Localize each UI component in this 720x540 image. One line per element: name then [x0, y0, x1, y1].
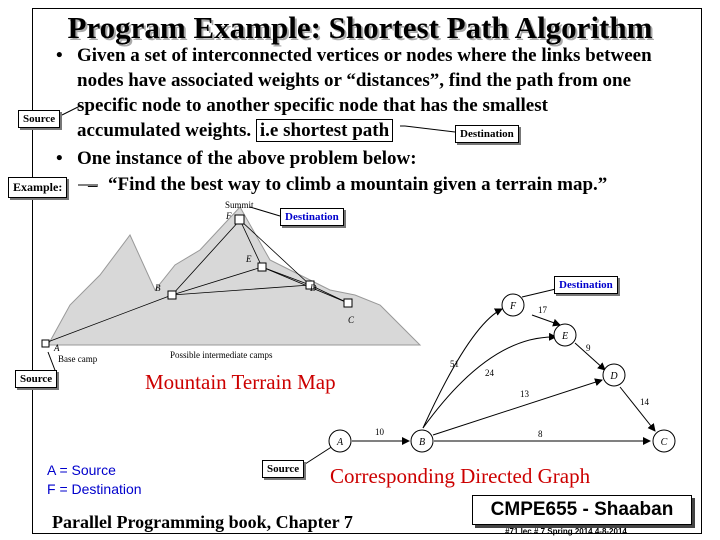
bullet-1-line-4-text: accumulated weights.	[77, 120, 252, 141]
weight-e-d: 9	[586, 343, 591, 353]
weight-b-f: 51	[450, 359, 459, 369]
graph-caption: Corresponding Directed Graph	[330, 464, 591, 488]
graph-node-label-E: E	[561, 331, 569, 342]
source-tag-2: Source	[15, 370, 57, 388]
destination-tag-2: Destination	[280, 208, 344, 226]
edge-f-e	[532, 315, 560, 325]
destination-connector-1	[405, 126, 455, 132]
weight-f-e: 17	[538, 305, 547, 315]
graph-node-label-C: C	[660, 437, 668, 448]
label-A: A	[54, 343, 60, 353]
course-badge: CMPE655 - Shaaban	[472, 495, 692, 525]
graph-node-label-D: D	[610, 371, 618, 382]
bullet-1-line-2: nodes have associated weights or “distances”, find the path from one	[77, 70, 632, 91]
label-B: B	[155, 283, 161, 293]
legend-destination: F = Destination	[47, 481, 142, 497]
source-connector	[62, 106, 80, 115]
bullet-1-line-3: specific node to another specific node that has the smallest	[77, 95, 548, 116]
source-tag-1: Source	[18, 110, 60, 128]
book-reference: Parallel Programming book, Chapter 7	[52, 512, 353, 532]
shortest-path-highlight: i.e shortest path	[256, 119, 393, 142]
edge-b-e	[423, 337, 556, 428]
label-D: D	[310, 283, 317, 293]
bullet-2-sub: “Find the best way to climb a mountain given a terrain map.”	[108, 174, 608, 195]
weight-a-b: 10	[375, 427, 384, 437]
bullet-1-line-1: Given a set of interconnected vertices or nodes where the links between	[77, 45, 652, 66]
summit-label: Summit	[225, 200, 254, 210]
bullet-2: One instance of the above problem below:	[77, 148, 417, 169]
graph-node-label-A: A	[336, 437, 344, 448]
graph-node-label-F: F	[509, 301, 517, 312]
destination-tag-3: Destination	[554, 276, 618, 294]
bullet-marker-2: •	[56, 148, 63, 169]
legend-source: A = Source	[47, 462, 116, 478]
label-F: F	[226, 211, 232, 221]
camp-A	[42, 340, 49, 347]
edge-b-d	[433, 380, 602, 435]
label-E: E	[246, 254, 252, 264]
destination-tag-1: Destination	[455, 125, 519, 143]
camp-B	[168, 291, 176, 299]
bullet-marker-1: •	[56, 45, 63, 66]
weight-d-c: 14	[640, 397, 649, 407]
weight-b-e: 24	[485, 368, 494, 378]
camp-F	[235, 215, 244, 224]
graph-node-label-B: B	[418, 437, 426, 448]
edge-d-c	[620, 387, 655, 431]
base-camp-label: Base camp	[58, 354, 98, 364]
bullet-2-dash: –	[88, 175, 98, 196]
source-tag-3: Source	[262, 460, 304, 478]
mountain-caption: Mountain Terrain Map	[145, 370, 336, 394]
directed-graph	[320, 285, 690, 460]
slide-footer: #71 lec # 7 Spring 2014 4-8-2014	[505, 527, 627, 536]
slide-title: Program Example: Shortest Path Algorithm	[67, 10, 653, 45]
camp-E	[258, 263, 266, 271]
label-C: C	[348, 315, 355, 325]
intermediate-camps-label: Possible intermediate camps	[170, 350, 273, 360]
weight-b-d: 13	[520, 389, 529, 399]
weight-b-c: 8	[538, 429, 543, 439]
example-tag: Example:	[8, 177, 67, 198]
